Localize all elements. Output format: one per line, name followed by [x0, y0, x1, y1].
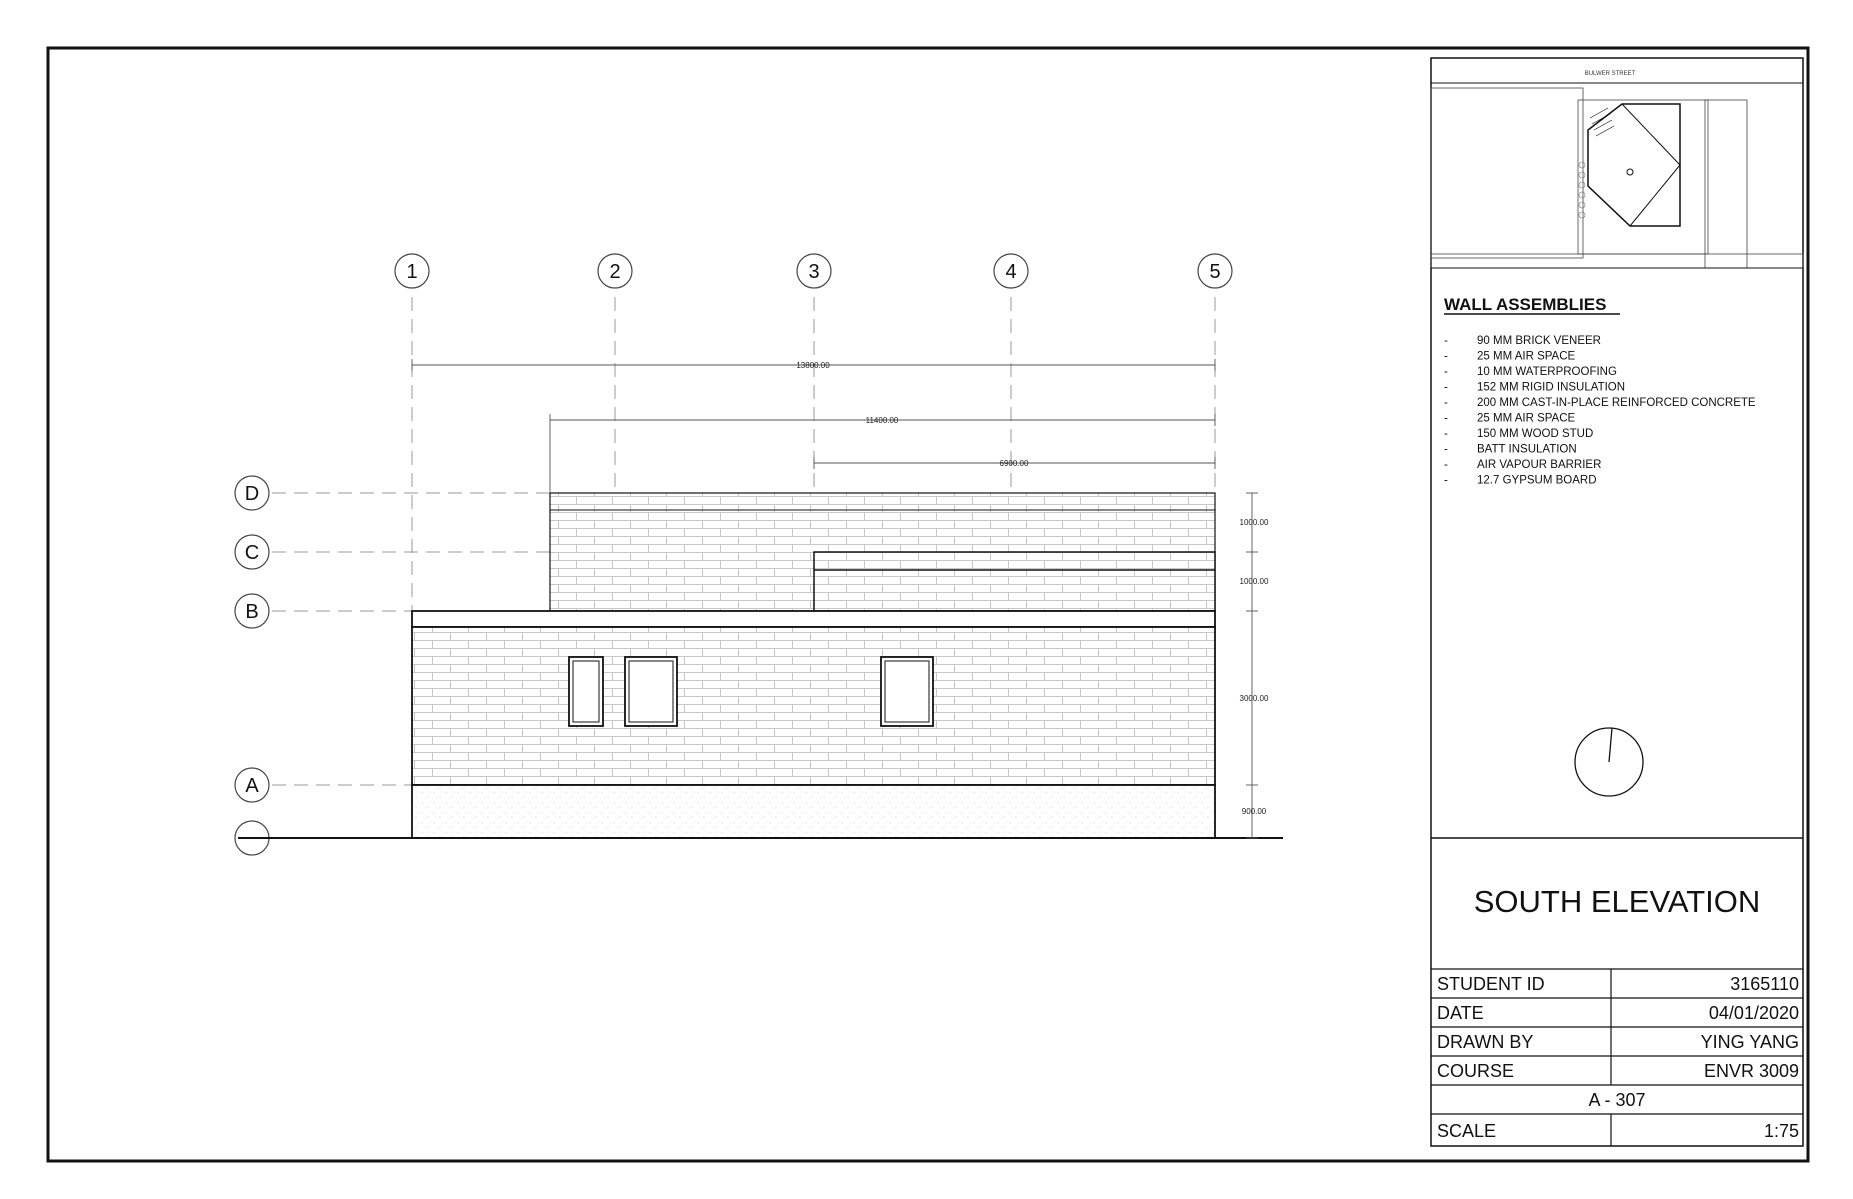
- course-value: ENVR 3009: [1703, 1061, 1799, 1081]
- assembly-item: 12.7 GYPSUM BOARD: [1477, 474, 1597, 487]
- grid-label-D: D: [244, 483, 260, 505]
- assembly-bullet: -: [1444, 335, 1448, 347]
- wall-assemblies: [1444, 295, 1756, 487]
- grid-label-2: 2: [609, 261, 621, 283]
- main-wall: [412, 627, 1215, 785]
- dim-11400: 11400.00: [865, 416, 899, 425]
- assembly-bullet: -: [1444, 459, 1448, 471]
- scale-value: 1:75: [1763, 1121, 1799, 1141]
- key-plan-street-label: BULWER STREET: [1584, 71, 1636, 77]
- elevation-drawing: [235, 254, 1283, 855]
- student-id-value: 3165110: [1730, 974, 1799, 994]
- student-id-label: STUDENT ID: [1437, 974, 1545, 994]
- assembly-bullet: -: [1444, 474, 1448, 487]
- window-1: [569, 657, 603, 726]
- grid-label-1: 1: [406, 261, 418, 283]
- dim-1000-lower: 1000.00: [1239, 577, 1269, 586]
- grid-label-4: 4: [1005, 261, 1017, 283]
- assembly-bullet: -: [1444, 381, 1448, 394]
- assembly-item: BATT INSULATION: [1477, 443, 1577, 456]
- grid-label-C: C: [244, 542, 260, 564]
- wall-assemblies-list: [1444, 335, 1756, 487]
- assembly-bullet: -: [1444, 412, 1448, 425]
- sheet-number: A - 307: [1588, 1090, 1646, 1110]
- middle-volume-wall: [814, 552, 1215, 611]
- assembly-bullet: -: [1444, 397, 1448, 409]
- grid-label-5: 5: [1209, 261, 1221, 283]
- dim-1000-upper: 1000.00: [1239, 518, 1269, 527]
- assembly-item: 25 MM AIR SPACE: [1477, 350, 1576, 363]
- course-label: COURSE: [1437, 1061, 1515, 1081]
- vertical-dimensions: [1246, 493, 1258, 838]
- date-label: DATE: [1437, 1003, 1484, 1023]
- key-plan-side-parcel: [1705, 100, 1747, 268]
- assembly-item: 200 MM CAST-IN-PLACE REINFORCED CONCRETE: [1477, 397, 1756, 409]
- dim-3000: 3000.00: [1239, 694, 1269, 703]
- window-2: [625, 657, 677, 726]
- north-arrow-icon: [1575, 728, 1643, 796]
- drawn-by-value: YING YANG: [1700, 1032, 1799, 1052]
- assembly-item: 90 MM BRICK VENEER: [1477, 335, 1601, 347]
- horizontal-dimensions: [412, 359, 1215, 493]
- drawing-title: SOUTH ELEVATION: [1473, 884, 1761, 919]
- drawn-by-label: DRAWN BY: [1437, 1032, 1534, 1052]
- dim-13800: 13800.00: [796, 361, 830, 370]
- assembly-item: 150 MM WOOD STUD: [1477, 428, 1594, 440]
- window-3: [881, 657, 933, 726]
- assembly-item: 25 MM AIR SPACE: [1477, 412, 1576, 425]
- grid-label-3: 3: [808, 261, 820, 283]
- info-table: [1431, 969, 1803, 1146]
- grid-label-A: A: [245, 775, 259, 797]
- title-block: [1431, 58, 1803, 1146]
- key-plan: [1431, 71, 1803, 268]
- dim-900: 900.00: [1241, 807, 1267, 816]
- grid-label-B: B: [245, 601, 259, 623]
- assembly-bullet: -: [1444, 443, 1448, 456]
- assembly-bullet: -: [1444, 428, 1448, 440]
- key-plan-site-left: [1431, 88, 1583, 258]
- date-value: 04/01/2020: [1708, 1003, 1799, 1023]
- assembly-bullet: -: [1444, 366, 1448, 378]
- assembly-item: AIR VAPOUR BARRIER: [1477, 459, 1602, 471]
- assembly-item: 10 MM WATERPROOFING: [1477, 366, 1617, 378]
- dim-6900: 6900.00: [999, 459, 1029, 468]
- foundation: [412, 785, 1215, 838]
- key-plan-trees: [1579, 162, 1585, 218]
- key-plan-building: [1588, 104, 1680, 226]
- row-bubbles: [235, 476, 269, 855]
- assembly-bullet: -: [1444, 350, 1448, 363]
- main-roof-slab: [412, 611, 1215, 627]
- wall-assemblies-title: WALL ASSEMBLIES: [1444, 295, 1607, 314]
- assembly-item: 152 MM RIGID INSULATION: [1477, 381, 1626, 394]
- scale-label: SCALE: [1437, 1121, 1497, 1141]
